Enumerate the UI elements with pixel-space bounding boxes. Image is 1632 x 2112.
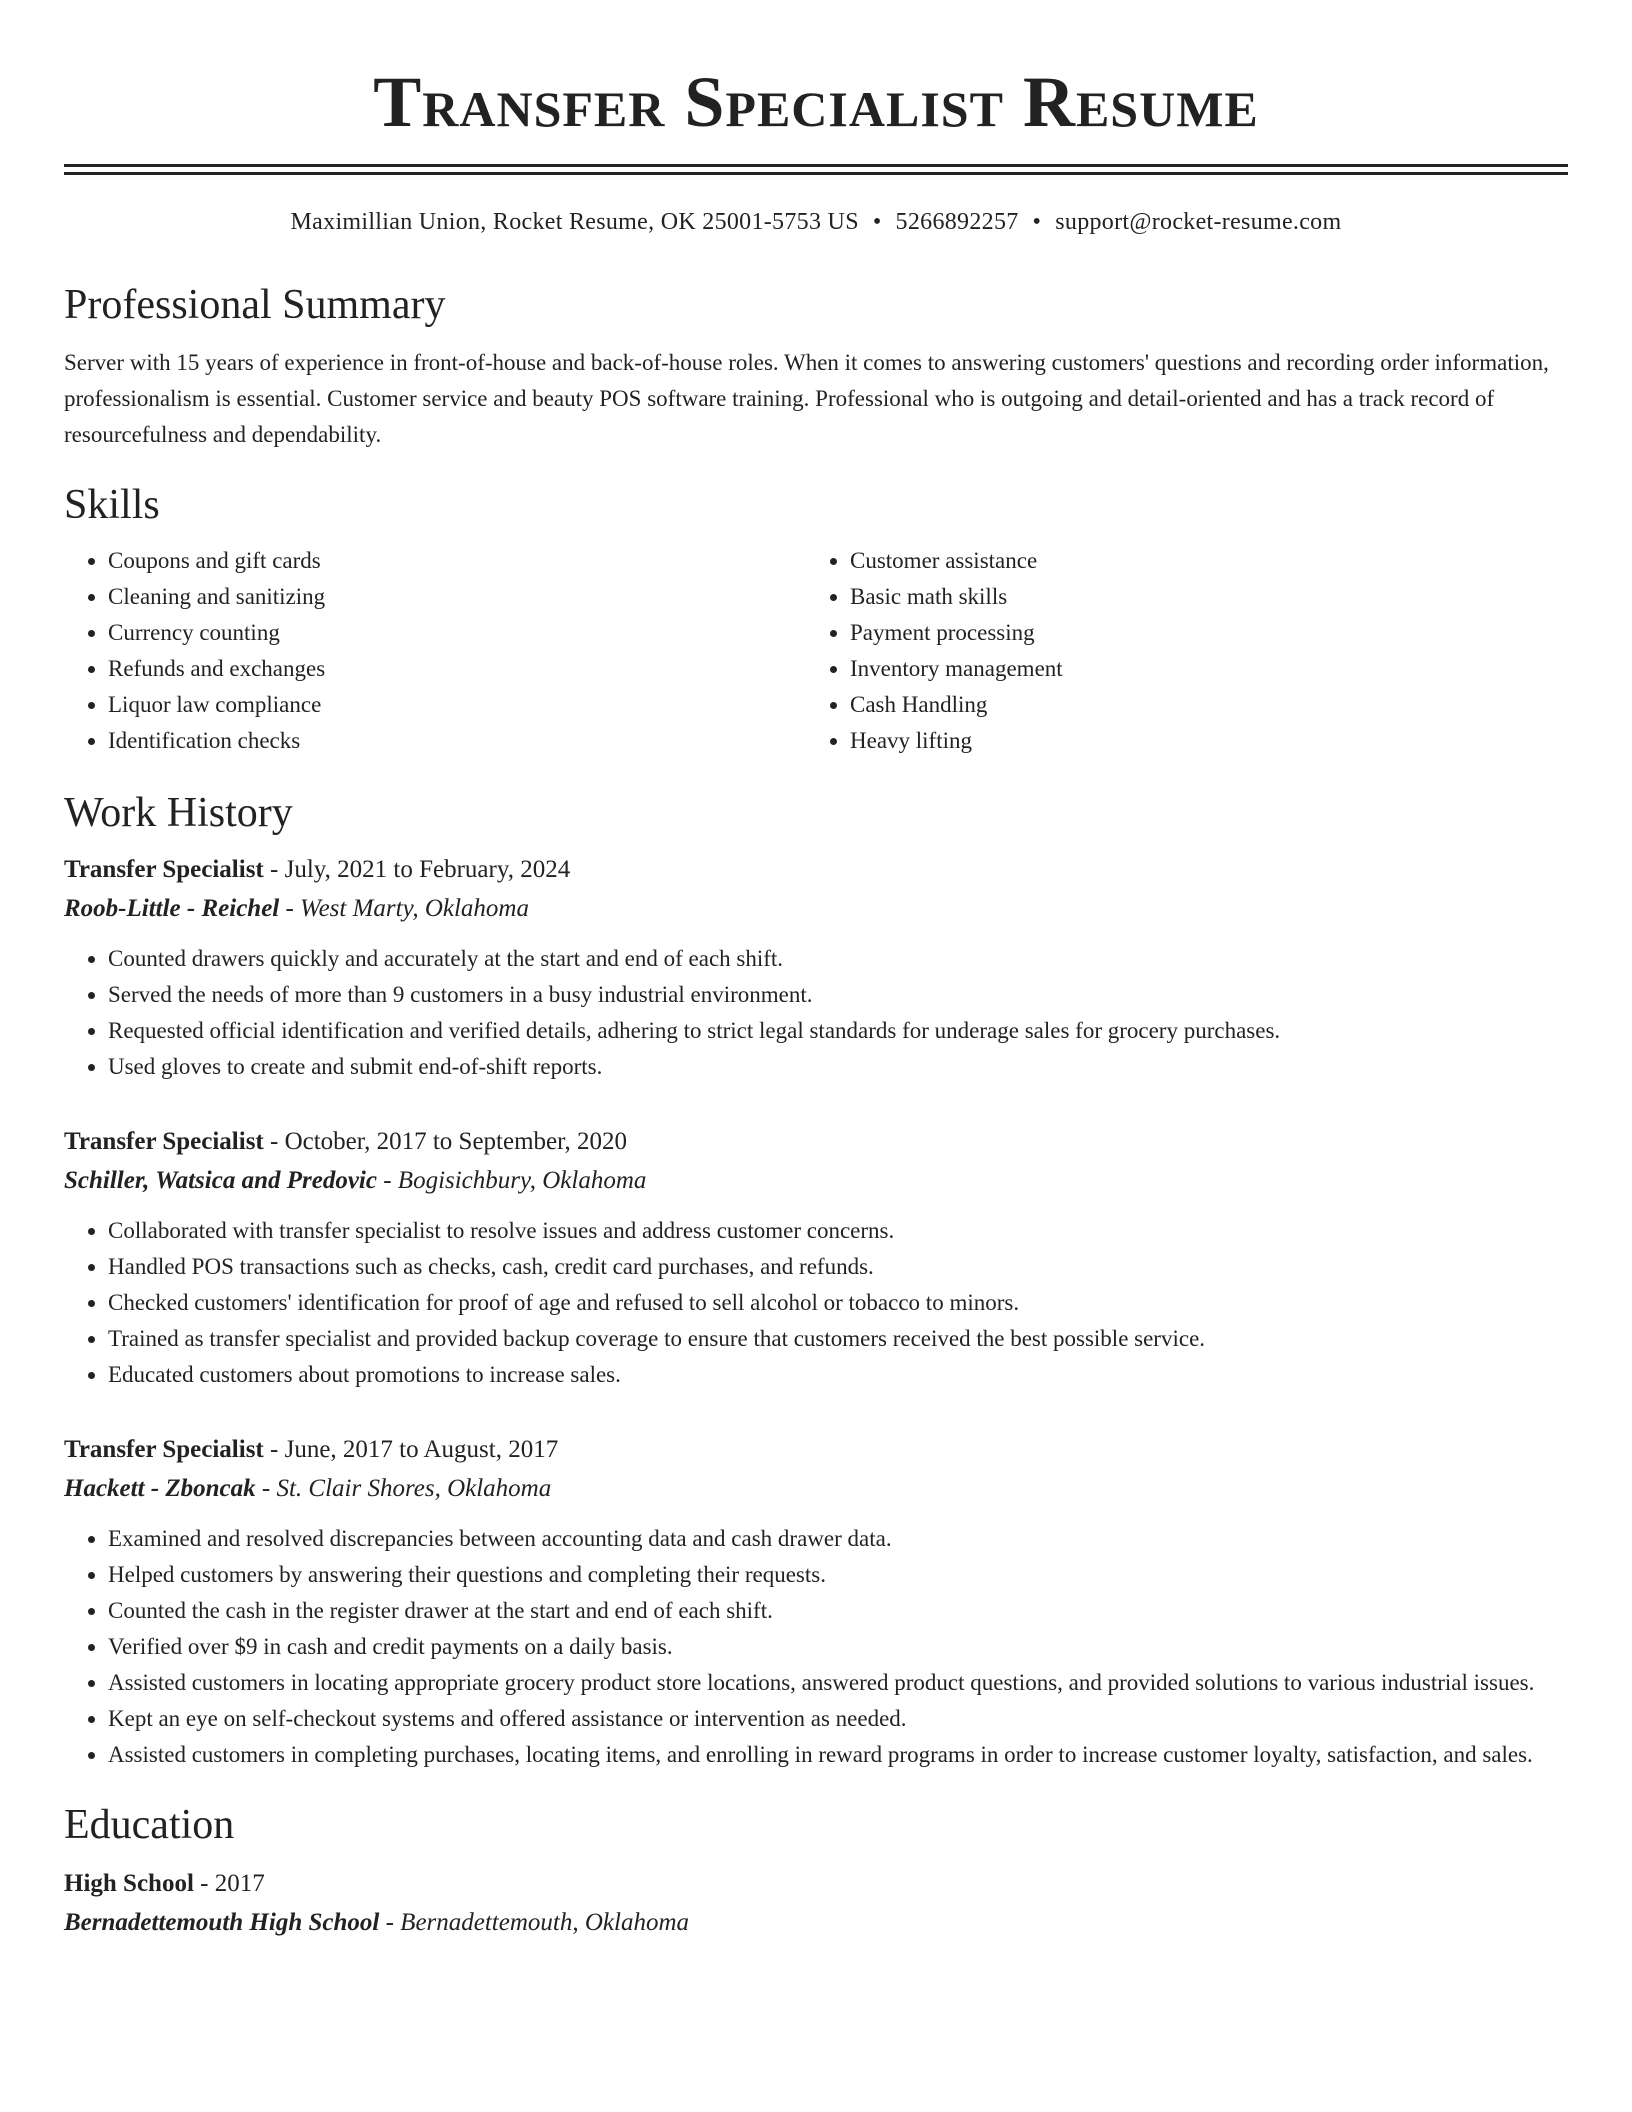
skill-item: • Refunds and exchanges (108, 651, 806, 687)
job-title-line (64, 851, 1568, 889)
skill-item: • Identification checks (108, 723, 806, 759)
job-duty: • Educated customers about promotions to increase sales. (108, 1357, 1568, 1393)
education-heading: Education (64, 1802, 235, 1848)
company-name: Roob-Little - Reichel (64, 895, 280, 922)
skill-item: • Cleaning and sanitizing (108, 579, 806, 615)
skill-item: • Basic math skills (850, 579, 1568, 615)
job-duty: • Helped customers by answering their questions and completing their requests. (108, 1557, 1568, 1593)
company-name: Schiller, Watsica and Predovic (64, 1167, 377, 1194)
job-duty: • Assisted customers in locating appropriate grocery product store locations, answered product questions, and provided solutions to various industrial issues. (108, 1665, 1568, 1701)
job-title: Transfer Specialist (64, 856, 264, 883)
company-line (64, 1469, 1568, 1509)
job-duty: • Kept an eye on self-checkout systems and offered assistance or intervention as needed. (108, 1701, 1568, 1737)
job-duty: • Checked customers' identification for proof of age and refused to sell alcohol or tobacco to minors. (108, 1285, 1568, 1321)
job-title-line (64, 1431, 1568, 1469)
company-location: - St. Clair Shores, Oklahoma (255, 1475, 552, 1502)
job-title: Transfer Specialist (64, 1128, 264, 1155)
job-duty: • Counted the cash in the register drawer at the start and end of each shift. (108, 1593, 1568, 1629)
skills-list (64, 543, 1568, 759)
skill-item: • Inventory management (850, 651, 1568, 687)
job-duty: • Verified over $9 in cash and credit payments on a daily basis. (108, 1629, 1568, 1665)
work-history-heading: Work History (64, 790, 293, 836)
degree-name: High School (64, 1870, 194, 1897)
school-line (64, 1903, 1568, 1943)
job-entry (64, 1431, 1568, 1773)
title-double-rule (64, 164, 1568, 175)
skills-column-right (806, 543, 1568, 759)
job-duty: • Trained as transfer specialist and provided backup coverage to ensure that customers received the best possible service. (108, 1321, 1568, 1357)
skill-item: • Cash Handling (850, 687, 1568, 723)
job-duty: • Counted drawers quickly and accurately at the start and end of each shift. (108, 941, 1568, 977)
job-duty: • Used gloves to create and submit end-of-shift reports. (108, 1049, 1568, 1085)
job-duties (64, 941, 1568, 1085)
summary-text: Server with 15 years of experience in front-of-house and back-of-house roles. When it comes to answering customers' questions and recording order information, professionalism is essential. Customer service and beauty POS software training. Professional who is outgoing and detail-oriented and has a track record of resourcefulness and dependability. (64, 350, 1549, 447)
company-name: Hackett - Zboncak (64, 1475, 256, 1502)
job-duty: • Requested official identification and verified details, adhering to strict legal standards for underage sales for grocery purchases. (108, 1013, 1568, 1049)
school-location: - Bernadettemouth, Oklahoma (379, 1909, 689, 1936)
job-duty: • Served the needs of more than 9 customers in a busy industrial environment. (108, 977, 1568, 1013)
skill-item: • Payment processing (850, 615, 1568, 651)
company-line (64, 889, 1568, 929)
job-duties (64, 1213, 1568, 1393)
job-duty: • Examined and resolved discrepancies between accounting data and cash drawer data. (108, 1521, 1568, 1557)
job-entry (64, 1123, 1568, 1393)
job-title: Transfer Specialist (64, 1436, 264, 1463)
job-duty: • Assisted customers in completing purchases, locating items, and enrolling in reward programs in order to increase customer loyalty, satisfaction, and sales. (108, 1737, 1568, 1773)
contact-address: Maximillian Union, Rocket Resume, OK 25001-5753 US (290, 209, 859, 235)
summary-heading: Professional Summary (64, 282, 446, 328)
job-dates: - June, 2017 to August, 2017 (263, 1436, 559, 1463)
contact-phone: 5266892257 (895, 209, 1019, 235)
contact-info (64, 207, 1568, 237)
resume-title: Transfer Specialist Resume (373, 62, 1259, 142)
school-name: Bernadettemouth High School (64, 1909, 380, 1936)
skill-item: • Coupons and gift cards (108, 543, 806, 579)
skill-item: • Heavy lifting (850, 723, 1568, 759)
company-location: - West Marty, Oklahoma (279, 895, 529, 922)
degree-line (64, 1865, 1568, 1903)
skill-item: • Customer assistance (850, 543, 1568, 579)
job-title-line (64, 1123, 1568, 1161)
contact-separator: • (1032, 209, 1042, 235)
company-line (64, 1161, 1568, 1201)
skill-item: • Liquor law compliance (108, 687, 806, 723)
job-duties (64, 1521, 1568, 1773)
graduation-year: - 2017 (193, 1870, 265, 1897)
job-duty: • Handled POS transactions such as checks, cash, credit card purchases, and refunds. (108, 1249, 1568, 1285)
job-dates: - July, 2021 to February, 2024 (263, 856, 571, 883)
job-entry (64, 851, 1568, 1085)
contact-separator: • (872, 209, 882, 235)
skill-item: • Currency counting (108, 615, 806, 651)
job-dates: - October, 2017 to September, 2020 (263, 1128, 627, 1155)
company-location: - Bogisichbury, Oklahoma (376, 1167, 647, 1194)
education-entry (64, 1865, 1568, 1943)
skills-column-left (64, 543, 806, 759)
skills-heading: Skills (64, 482, 160, 528)
contact-email: support@rocket-resume.com (1055, 209, 1342, 235)
job-duty: • Collaborated with transfer specialist to resolve issues and address customer concerns. (108, 1213, 1568, 1249)
